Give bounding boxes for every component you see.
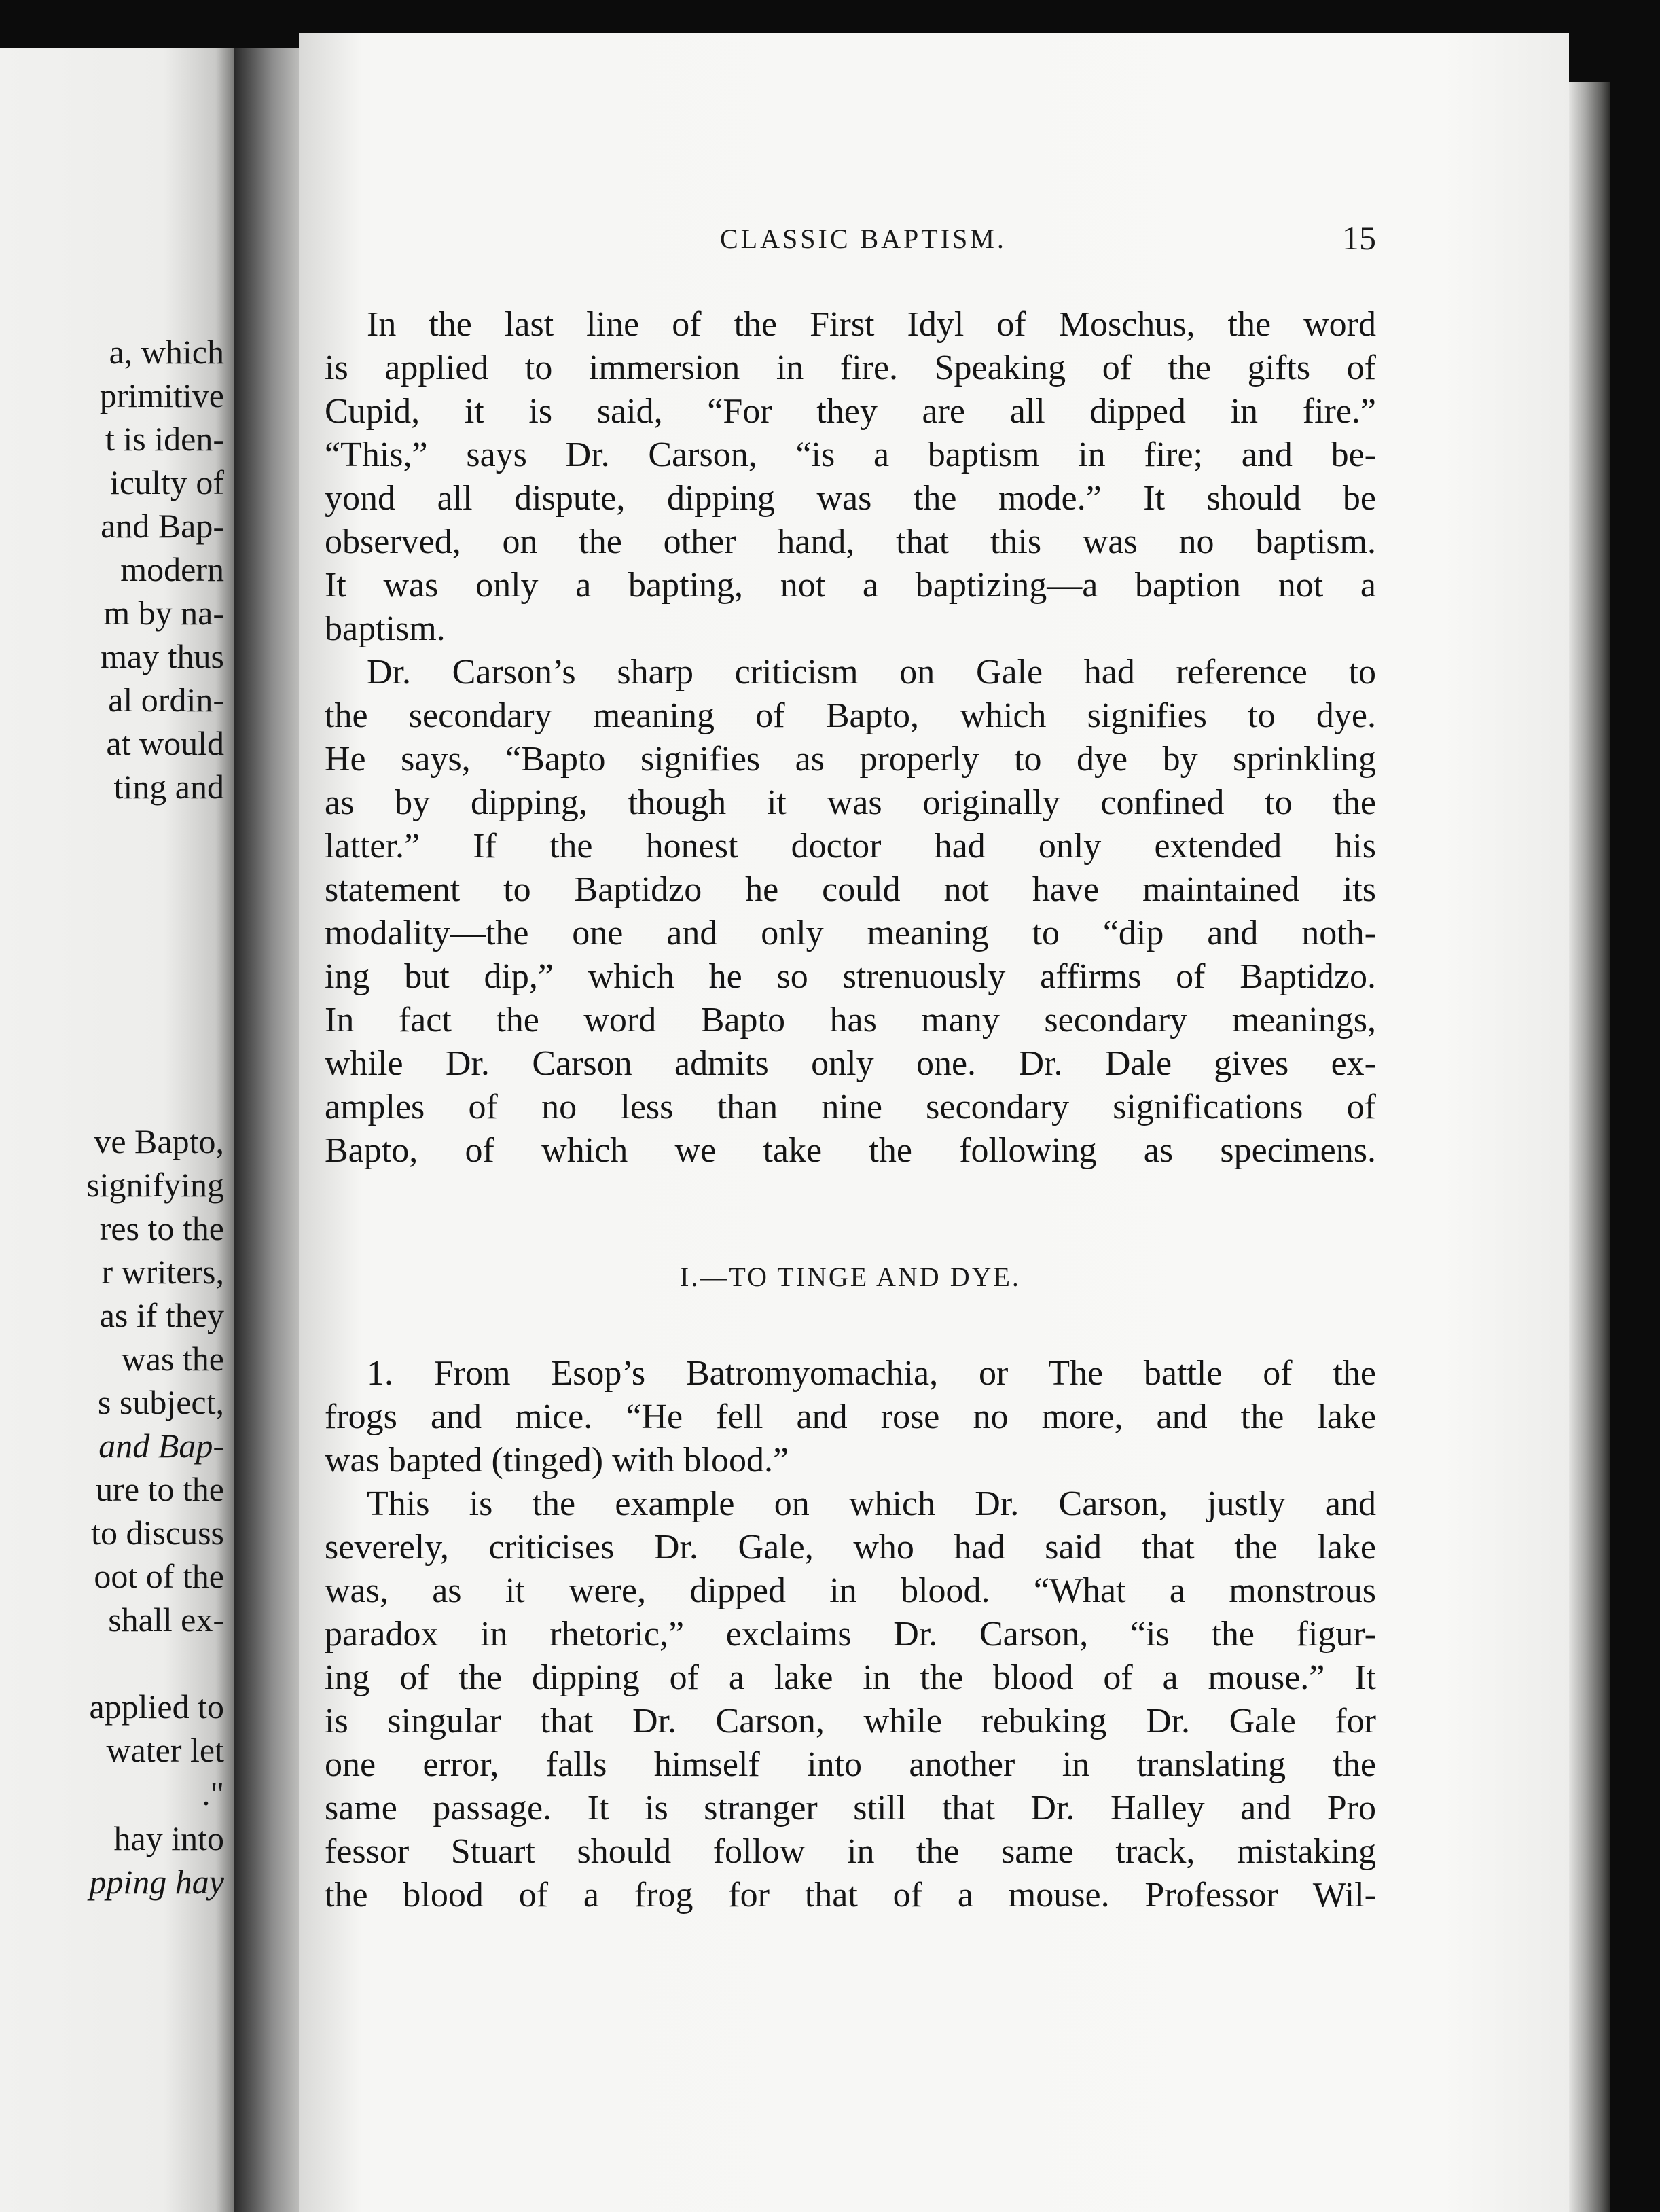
- left-page-line: as if they: [99, 1296, 224, 1334]
- text-line: In fact the word Bapto has many secondary meanings,: [325, 1001, 1376, 1039]
- left-page-line: s subject,: [97, 1383, 224, 1421]
- left-page-line: primitive: [99, 376, 224, 414]
- left-page-line: and Bap-: [98, 1427, 224, 1465]
- text-line: is applied to immersion in fire. Speaking of the gifts of: [325, 349, 1376, 387]
- text-line: 1. From Esop’s Batromyomachia, or The battle of the: [367, 1354, 1376, 1393]
- left-page-line: applied to: [89, 1688, 224, 1726]
- text-line: amples of no less than nine secondary significations of: [325, 1088, 1376, 1126]
- text-line: Dr. Carson’s sharp criticism on Gale had reference to: [367, 653, 1376, 692]
- left-page-line: shall ex-: [108, 1601, 224, 1639]
- left-page-line: t is iden-: [105, 420, 224, 458]
- text-line: observed, on the other hand, that this was no baptism.: [325, 522, 1376, 561]
- text-line: the secondary meaning of Bapto, which signifies to dye.: [325, 696, 1376, 735]
- page-edge: [1569, 82, 1610, 2212]
- running-title: CLASSIC BAPTISM.: [720, 224, 1007, 254]
- left-page-line: may thus: [101, 637, 224, 675]
- book-gutter: [234, 48, 299, 2212]
- text-line: as by dipping, though it was originally confined to the: [325, 783, 1376, 822]
- left-page-line: .": [202, 1774, 224, 1813]
- text-line: was, as it were, dipped in blood. “What a monstrous: [325, 1571, 1376, 1610]
- text-line: one error, falls himself into another in translating the: [325, 1745, 1376, 1784]
- text-line: latter.” If the honest doctor had only extended his: [325, 827, 1376, 866]
- left-page-line: hay into: [113, 1819, 224, 1857]
- left-page-line: signifying: [86, 1166, 224, 1204]
- text-line: paradox in rhetoric,” exclaims Dr. Carson, “is the figur-: [325, 1615, 1376, 1654]
- page-number: 15: [1342, 219, 1376, 257]
- text-line: modality—the one and only meaning to “dip and noth-: [325, 914, 1376, 952]
- text-line: It was only a bapting, not a baptizing—a baption not a: [325, 566, 1376, 605]
- left-page-line: res to the: [99, 1209, 224, 1247]
- left-page: [0, 48, 234, 2212]
- left-page-line: pping hay: [89, 1863, 224, 1901]
- text-line: severely, criticises Dr. Gale, who had said that the lake: [325, 1528, 1376, 1567]
- section-heading: I.—TO TINGE AND DYE.: [680, 1262, 1021, 1292]
- left-page-line: at would: [106, 724, 224, 762]
- text-line: He says, “Bapto signifies as properly to dye by sprinkling: [325, 740, 1376, 779]
- text-line: fessor Stuart should follow in the same track, mistaking: [325, 1832, 1376, 1871]
- text-line: same passage. It is stranger still that Dr. Halley and Pro: [325, 1789, 1376, 1827]
- left-page-line: modern: [120, 550, 224, 588]
- left-page-line: a, which: [109, 333, 224, 371]
- left-page-line: water let: [106, 1731, 224, 1769]
- left-page-line: m by na-: [103, 594, 224, 632]
- text-line: This is the example on which Dr. Carson, justly and: [367, 1484, 1376, 1523]
- text-line: ing but dip,” which he so strenuously affirms of Baptidzo.: [325, 957, 1376, 996]
- text-line: Bapto, of which we take the following as specimens.: [325, 1131, 1376, 1170]
- text-line: ing of the dipping of a lake in the blood of a mouse.” It: [325, 1658, 1376, 1697]
- left-page-line: r writers,: [101, 1253, 224, 1291]
- left-page-line: oot of the: [94, 1557, 224, 1595]
- text-line: statement to Baptidzo he could not have maintained its: [325, 870, 1376, 909]
- left-page-line: and Bap-: [101, 507, 224, 545]
- text-line: frogs and mice. “He fell and rose no more, and the lake: [325, 1397, 1376, 1436]
- text-line: was bapted (tinged) with blood.”: [325, 1441, 789, 1480]
- left-page-line: ting and: [113, 768, 224, 806]
- left-page-line: iculty of: [109, 463, 224, 501]
- text-line: In the last line of the First Idyl of Moschus, the word: [367, 305, 1376, 344]
- text-line: baptism.: [325, 609, 446, 648]
- text-line: is singular that Dr. Carson, while rebuking Dr. Gale for: [325, 1702, 1376, 1741]
- left-page-line: ure to the: [96, 1470, 224, 1508]
- text-line: yond all dispute, dipping was the mode.” It should be: [325, 479, 1376, 518]
- text-line: the blood of a frog for that of a mouse. Professor Wil-: [325, 1876, 1376, 1914]
- text-line: “This,” says Dr. Carson, “is a baptism in fire; and be-: [325, 435, 1376, 474]
- left-page-line: ve Bapto,: [94, 1122, 224, 1160]
- left-page-line: al ordin-: [108, 681, 224, 719]
- left-page-line: to discuss: [91, 1514, 224, 1552]
- text-line: while Dr. Carson admits only one. Dr. Dale gives ex-: [325, 1044, 1376, 1083]
- left-page-line: was the: [121, 1340, 224, 1378]
- text-line: Cupid, it is said, “For they are all dipped in fire.”: [325, 392, 1376, 431]
